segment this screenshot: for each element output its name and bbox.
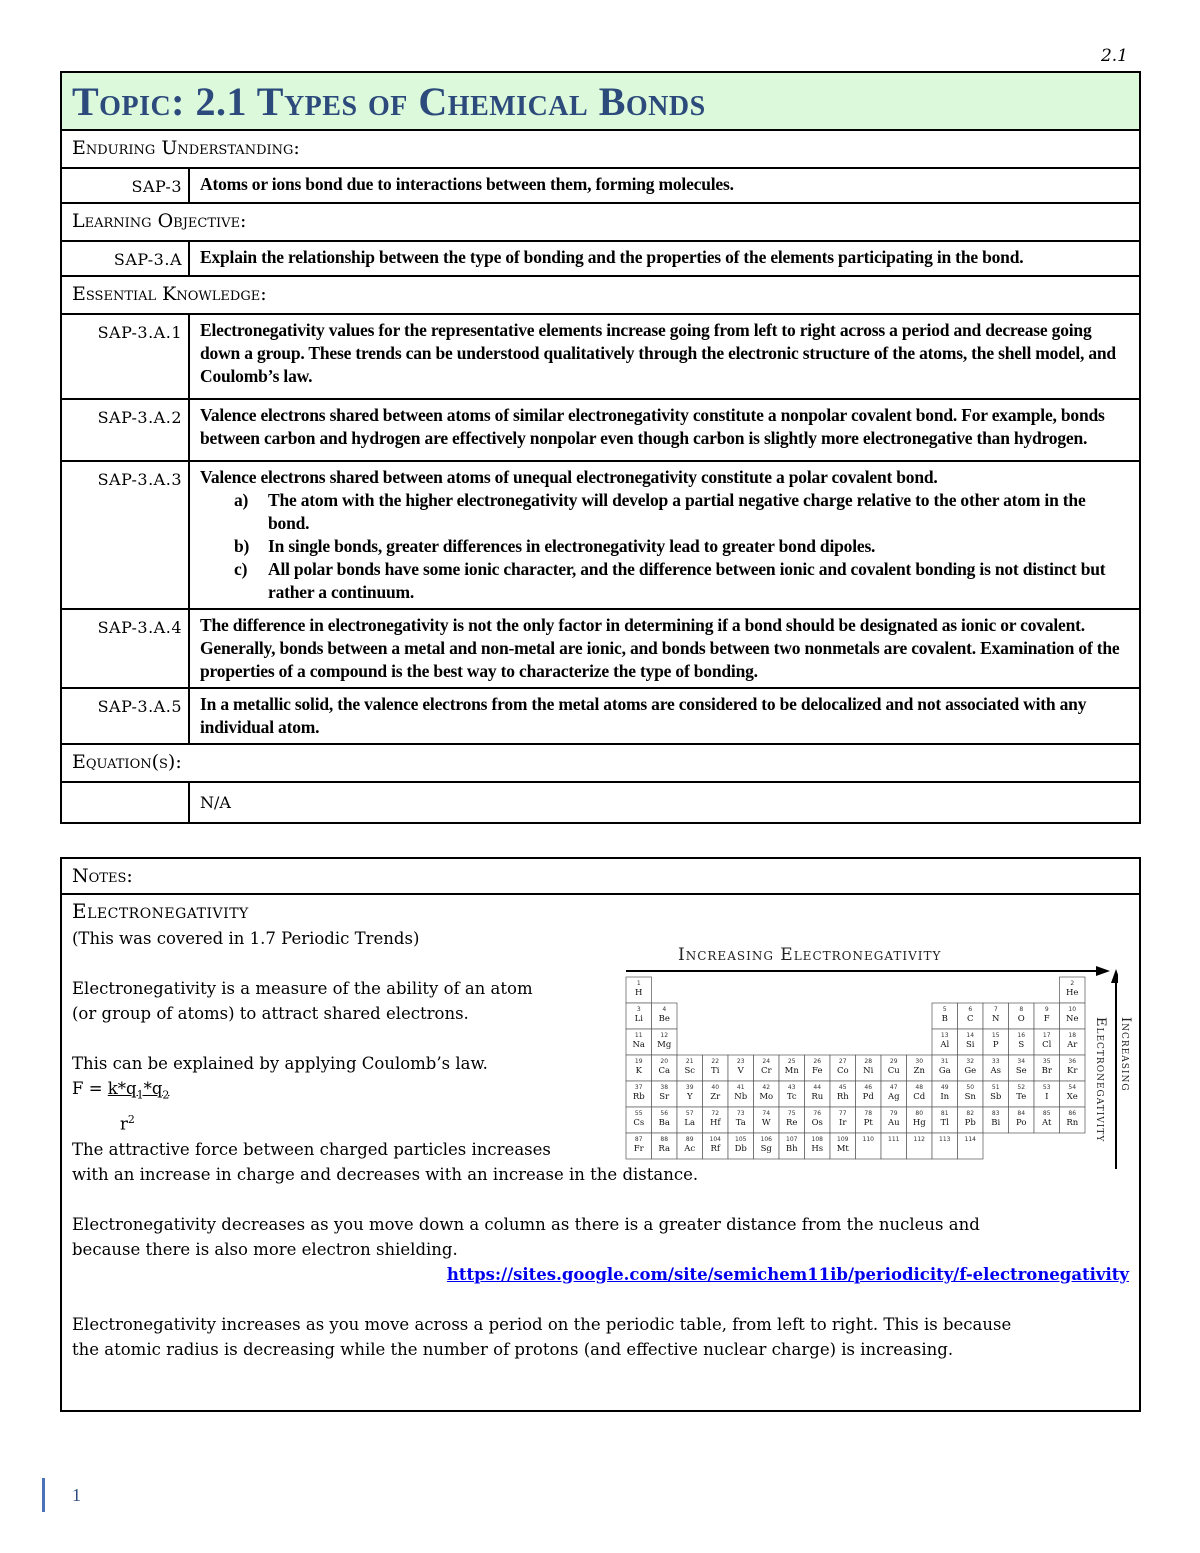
element-number: 46: [864, 1084, 873, 1091]
enduring-text: Atoms or ions bond due to interactions between them, forming molecules.: [189, 168, 1140, 203]
element-symbol: Zn: [913, 1066, 925, 1076]
formula-f: F =: [72, 1079, 108, 1098]
element-symbol: Cs: [633, 1118, 645, 1128]
element-number: 41: [736, 1084, 745, 1091]
element-symbol: F: [1043, 1014, 1050, 1024]
element-number: 78: [864, 1110, 873, 1117]
element-number: 9: [1044, 1006, 1049, 1013]
enduring-code: SAP-3: [61, 168, 189, 203]
electronegativity-link[interactable]: https://sites.google.com/site/semichem11ib/periodicity/f-electronegativity: [446, 1264, 1129, 1284]
element-number: 32: [966, 1058, 975, 1065]
notes-down-line2: because there is also more electron shielding.: [72, 1239, 458, 1259]
notes-force-line2: with an increase in charge and decreases with an increase in the distance.: [72, 1164, 699, 1184]
element-number: 15: [991, 1032, 1000, 1039]
element-number: 12: [660, 1032, 669, 1039]
element-number: 39: [685, 1084, 694, 1091]
element-number: 1: [636, 980, 641, 987]
element-number: 72: [711, 1110, 720, 1117]
element-symbol: Fr: [633, 1144, 644, 1154]
notes-covered: (This was covered in 1.7 Periodic Trends): [72, 929, 420, 948]
element-symbol: La: [684, 1118, 696, 1128]
element-number: 17: [1042, 1032, 1051, 1039]
element-symbol: Na: [632, 1040, 646, 1050]
element-number: 49: [940, 1084, 949, 1091]
element-number: 20: [660, 1058, 669, 1065]
element-number: 43: [787, 1084, 796, 1091]
element-symbol: Re: [786, 1118, 798, 1128]
element-symbol: Sn: [964, 1092, 976, 1102]
objective-heading: Learning Objective:: [61, 203, 1140, 241]
element-symbol: Sb: [990, 1092, 1002, 1102]
element-symbol: Bi: [991, 1118, 1001, 1128]
list-item: [200, 489, 1129, 535]
equation-value: N/A: [189, 782, 1140, 823]
objective-text: Explain the relationship between the type of bonding and the properties of the elements participating in the bond.: [189, 241, 1140, 276]
element-symbol: Mn: [784, 1066, 799, 1076]
element-number: 40: [711, 1084, 720, 1091]
element-symbol: Ra: [658, 1144, 671, 1154]
periodic-table-svg: [618, 939, 1118, 1179]
element-symbol: Ge: [964, 1066, 977, 1076]
formula-r: r: [120, 1114, 128, 1134]
element-symbol: Tc: [786, 1092, 797, 1102]
element-number: 44: [813, 1084, 822, 1091]
element-number: 105: [735, 1136, 747, 1143]
element-symbol: B: [941, 1014, 948, 1024]
element-symbol: Ta: [735, 1118, 746, 1128]
list-item: [200, 535, 1129, 558]
element-number: 6: [968, 1006, 973, 1013]
element-symbol: As: [990, 1066, 1002, 1076]
list-item-text: In single bonds, greater differences in electronegativity lead to greater bond dipoles.: [268, 536, 876, 556]
periodic-table-figure: [618, 939, 1138, 1169]
list-item: [200, 558, 1129, 604]
element-symbol: Ir: [839, 1118, 847, 1128]
formula-q2: *q: [143, 1079, 163, 1098]
element-number: 13: [940, 1032, 949, 1039]
element-number: 57: [685, 1110, 694, 1117]
element-number: 28: [864, 1058, 873, 1065]
element-number: 51: [991, 1084, 1000, 1091]
element-number: 22: [711, 1058, 720, 1065]
element-symbol: Ni: [863, 1066, 874, 1076]
element-symbol: Mo: [759, 1092, 774, 1102]
element-symbol: Rf: [710, 1144, 721, 1154]
element-number: 83: [991, 1110, 1000, 1117]
periodic-table-title: Increasing Electronegativity: [678, 945, 942, 965]
element-number: 55: [634, 1110, 643, 1117]
element-symbol: W: [761, 1118, 771, 1128]
element-number: 75: [787, 1110, 796, 1117]
element-number: 108: [811, 1136, 823, 1143]
notes-def-line2: (or group of atoms) to attract shared electrons.: [72, 1004, 469, 1023]
knowledge-heading: Essential Knowledge:: [61, 276, 1140, 314]
element-symbol: Ar: [1067, 1040, 1078, 1050]
element-symbol: Ca: [658, 1066, 671, 1076]
element-symbol: Al: [940, 1040, 950, 1050]
notes-coulomb: This can be explained by applying Coulomb’s law.: [72, 1054, 488, 1073]
element-number: 3: [636, 1006, 641, 1013]
knowledge-sublist: [200, 489, 1129, 604]
list-item-text: The atom with the higher electronegativity will develop a partial negative charge relative to the other atom in the bond.: [268, 490, 1086, 533]
equation-heading: Equation(s):: [61, 744, 1140, 782]
element-number: 112: [913, 1136, 925, 1143]
knowledge-cell: [189, 461, 1140, 609]
knowledge-text: The difference in electronegativity is not the only factor in determining if a bond should be designated as ionic or covalent. Generally, bonds between a metal and non-metal are ionic, and bonds between two nonmetals are covalent. Examination of the properties of a compound is the best way to characterize the type of bonding.: [189, 609, 1140, 688]
element-symbol: Be: [658, 1014, 670, 1024]
element-number: 54: [1068, 1084, 1077, 1091]
element-symbol: Os: [811, 1118, 823, 1128]
element-number: 87: [634, 1136, 643, 1143]
element-number: 19: [634, 1058, 643, 1065]
element-number: 47: [889, 1084, 898, 1091]
enduring-heading: Enduring Understanding:: [61, 130, 1140, 168]
element-number: 109: [837, 1136, 849, 1143]
element-symbol: Cu: [887, 1066, 900, 1076]
element-number: 8: [1019, 1006, 1024, 1013]
element-symbol: Nb: [734, 1092, 748, 1102]
element-symbol: Se: [1015, 1066, 1027, 1076]
element-number: 18: [1068, 1032, 1077, 1039]
element-symbol: H: [635, 988, 643, 998]
list-marker: b): [234, 536, 250, 556]
footer-page-number: 1: [72, 1485, 81, 1505]
element-symbol: K: [635, 1066, 642, 1076]
element-number: 81: [940, 1110, 949, 1117]
element-number: 45: [838, 1084, 847, 1091]
page-title: Topic: 2.1 Types of Chemical Bonds: [72, 78, 706, 124]
knowledge-text: Electronegativity values for the representative elements increase going from left to right across a period and decrease going down a group. These trends can be understood qualitatively through the electronic structure of the atoms, the shell model, and Coulomb’s law.: [189, 314, 1140, 399]
formula-r-exp: 2: [127, 1113, 135, 1127]
page-label: 2.1: [1100, 46, 1128, 66]
element-number: 30: [915, 1058, 924, 1065]
notes-box: [60, 857, 1141, 1412]
element-symbol: Db: [734, 1144, 747, 1154]
element-symbol: Zr: [710, 1092, 721, 1102]
element-symbol: Hf: [709, 1118, 721, 1128]
element-number: 31: [940, 1058, 949, 1065]
element-number: 25: [787, 1058, 796, 1065]
knowledge-text: Valence electrons shared between atoms of similar electronegativity constitute a nonpolar covalent bond. For example, bonds between carbon and hydrogen are effectively nonpolar even though carbon is slightly more electronegative than hydrogen.: [189, 399, 1140, 461]
element-number: 33: [991, 1058, 1000, 1065]
element-number: 38: [660, 1084, 669, 1091]
element-number: 85: [1042, 1110, 1051, 1117]
notes-heading: Notes:: [62, 859, 1139, 895]
periodic-table-side-label: Increasing Electronegativity: [1093, 1017, 1133, 1143]
notes-across-line2: the atomic radius is decreasing while the number of protons (and effective nuclear charge) is increasing.: [72, 1339, 954, 1359]
element-symbol: Hs: [811, 1144, 824, 1154]
element-number: 52: [1017, 1084, 1026, 1091]
element-number: 10: [1068, 1006, 1077, 1013]
title-cell: [61, 72, 1140, 130]
element-number: 107: [786, 1136, 798, 1143]
element-symbol: Po: [1016, 1118, 1027, 1128]
knowledge-code: SAP-3.A.3: [61, 461, 189, 609]
element-symbol: S: [1018, 1040, 1025, 1050]
element-symbol: Pb: [964, 1118, 976, 1128]
element-symbol: At: [1042, 1118, 1052, 1128]
element-symbol: Cd: [913, 1092, 926, 1102]
element-symbol: Ne: [1066, 1014, 1079, 1024]
knowledge-text: Valence electrons shared between atoms of unequal electronegativity constitute a polar covalent bond.: [200, 467, 938, 487]
element-symbol: Sc: [684, 1066, 696, 1076]
element-number: 86: [1068, 1110, 1077, 1117]
link-line: [72, 1262, 1129, 1287]
element-symbol: Te: [1016, 1092, 1027, 1102]
element-number: 42: [762, 1084, 771, 1091]
element-number: 5: [942, 1006, 947, 1013]
element-number: 34: [1017, 1058, 1026, 1065]
element-symbol: Ga: [938, 1066, 951, 1076]
element-number: 111: [888, 1136, 900, 1143]
knowledge-code: SAP-3.A.2: [61, 399, 189, 461]
list-marker: c): [234, 559, 248, 579]
element-number: 106: [760, 1136, 772, 1143]
arrow-right-icon: [1096, 966, 1110, 976]
element-number: 114: [964, 1136, 976, 1143]
periodic-table-cells: [626, 977, 1085, 1159]
element-number: 53: [1042, 1084, 1051, 1091]
element-number: 74: [762, 1110, 771, 1117]
element-number: 14: [966, 1032, 975, 1039]
element-symbol: Pt: [863, 1118, 873, 1128]
element-number: 26: [813, 1058, 822, 1065]
notes-force-line1: The attractive force between charged particles increases: [72, 1139, 551, 1159]
element-symbol: P: [992, 1040, 999, 1050]
formula-numerator: [107, 1079, 170, 1102]
element-symbol: N: [992, 1014, 1000, 1024]
element-symbol: Cr: [760, 1066, 772, 1076]
element-number: 29: [889, 1058, 898, 1065]
element-symbol: Pd: [862, 1092, 874, 1102]
knowledge-code: SAP-3.A.5: [61, 688, 189, 744]
knowledge-code: SAP-3.A.4: [61, 609, 189, 688]
element-symbol: Bh: [785, 1144, 798, 1154]
element-number: 27: [838, 1058, 847, 1065]
element-symbol: C: [966, 1014, 974, 1024]
element-symbol: Mg: [657, 1040, 672, 1050]
footer-bar: [42, 1478, 45, 1512]
element-number: 73: [736, 1110, 745, 1117]
notes-body: [62, 895, 1139, 1366]
element-number: 89: [685, 1136, 694, 1143]
notes-down-line1: Electronegativity decreases as you move down a column as there is a greater distance from the nucleus and: [72, 1214, 980, 1234]
element-number: 113: [939, 1136, 951, 1143]
element-symbol: Si: [965, 1040, 975, 1050]
element-number: 37: [634, 1084, 643, 1091]
notes-subtitle: Electronegativity: [72, 899, 249, 923]
element-number: 110: [862, 1136, 874, 1143]
element-symbol: Kr: [1067, 1066, 1078, 1076]
element-symbol: Rh: [836, 1092, 849, 1102]
element-symbol: I: [1045, 1092, 1049, 1102]
element-symbol: He: [1066, 988, 1079, 998]
element-number: 23: [736, 1058, 745, 1065]
element-symbol: In: [940, 1092, 950, 1102]
objective-code: SAP-3.A: [61, 241, 189, 276]
element-symbol: Sr: [659, 1092, 670, 1102]
element-symbol: Co: [836, 1066, 849, 1076]
element-number: 24: [762, 1058, 771, 1065]
knowledge-code: SAP-3.A.1: [61, 314, 189, 399]
element-number: 48: [915, 1084, 924, 1091]
element-symbol: V: [737, 1066, 744, 1076]
element-symbol: Cl: [1042, 1040, 1052, 1050]
element-number: 84: [1017, 1110, 1026, 1117]
element-symbol: Au: [887, 1118, 900, 1128]
element-number: 7: [993, 1006, 998, 1013]
element-number: 79: [889, 1110, 898, 1117]
element-symbol: Li: [634, 1014, 643, 1024]
list-item-text: All polar bonds have some ionic character, and the difference between ionic and covalent bonding is not distinct but rather a continuum.: [268, 559, 1106, 602]
knowledge-text: In a metallic solid, the valence electrons from the metal atoms are considered to be delocalized and not associated with any individual atom.: [189, 688, 1140, 744]
element-number: 11: [634, 1032, 643, 1039]
element-symbol: Rb: [632, 1092, 645, 1102]
element-symbol: Hg: [912, 1118, 926, 1128]
notes-def-line1: Electronegativity is a measure of the ability of an atom: [72, 979, 533, 998]
element-number: 77: [838, 1110, 847, 1117]
element-symbol: Ba: [658, 1118, 670, 1128]
element-symbol: Mt: [836, 1144, 849, 1154]
element-symbol: Y: [686, 1092, 693, 1102]
element-symbol: Ag: [887, 1092, 900, 1102]
element-symbol: Ru: [811, 1092, 824, 1102]
element-symbol: O: [1017, 1014, 1025, 1024]
equation-code: [61, 782, 189, 823]
element-number: 82: [966, 1110, 975, 1117]
formula-sub2: 2: [162, 1088, 170, 1102]
element-number: 36: [1068, 1058, 1077, 1065]
element-symbol: Ti: [711, 1066, 720, 1076]
element-symbol: Xe: [1066, 1092, 1078, 1102]
element-number: 88: [660, 1136, 669, 1143]
element-number: 76: [813, 1110, 822, 1117]
arrow-up-icon: [1111, 969, 1118, 983]
element-number: 50: [966, 1084, 975, 1091]
formula-sub1: 1: [136, 1088, 144, 1102]
list-marker: a): [234, 490, 249, 510]
element-number: 56: [660, 1110, 669, 1117]
element-number: 16: [1017, 1032, 1026, 1039]
element-number: 35: [1042, 1058, 1051, 1065]
element-number: 104: [709, 1136, 721, 1143]
element-symbol: Br: [1041, 1066, 1052, 1076]
formula-k: k*q: [107, 1079, 137, 1098]
element-symbol: Sg: [760, 1144, 772, 1154]
topic-table: [60, 71, 1141, 824]
element-number: 2: [1070, 980, 1075, 987]
element-number: 80: [915, 1110, 924, 1117]
element-symbol: Fe: [812, 1066, 823, 1076]
element-number: 4: [662, 1006, 667, 1013]
element-symbol: Tl: [940, 1118, 949, 1128]
element-number: 21: [685, 1058, 694, 1065]
element-symbol: Ac: [684, 1144, 696, 1154]
element-symbol: Rn: [1066, 1118, 1079, 1128]
notes-across-line1: Electronegativity increases as you move across a period on the periodic table, from left to right. This is because: [72, 1314, 1012, 1334]
